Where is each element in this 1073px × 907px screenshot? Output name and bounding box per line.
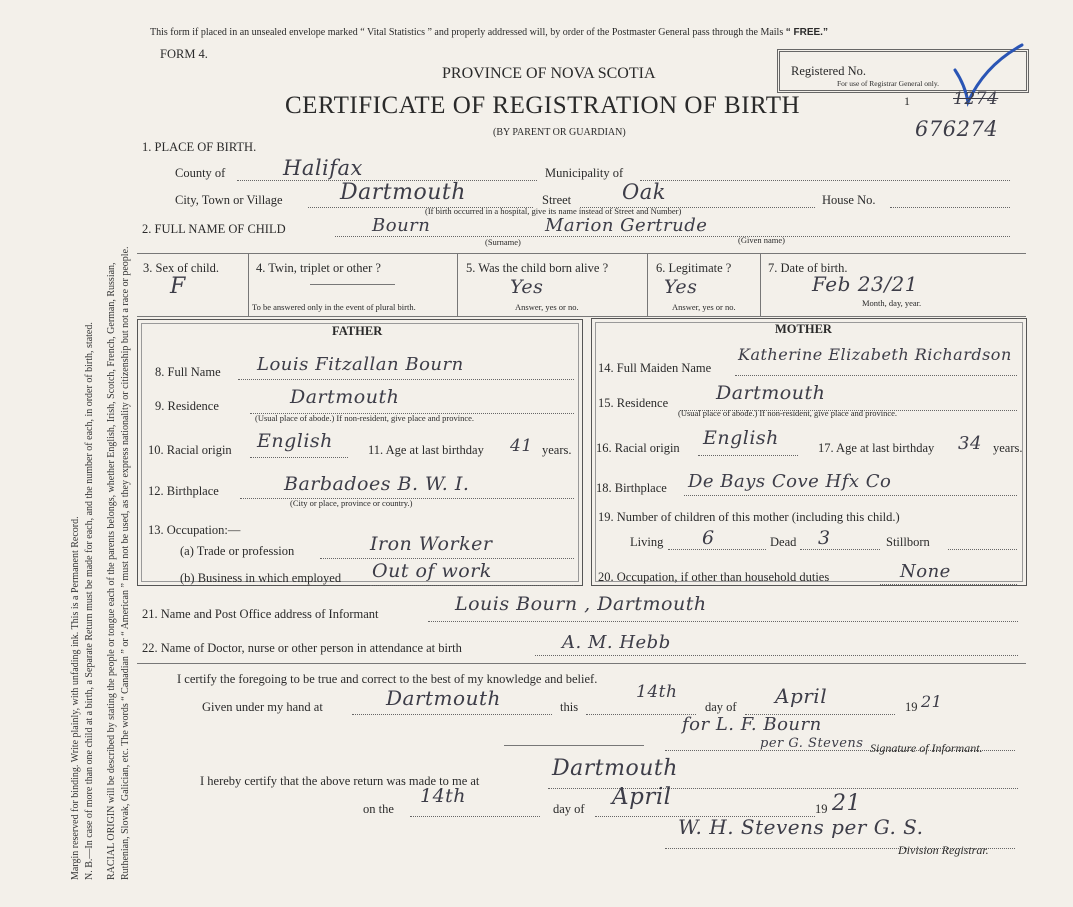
mother-heading: MOTHER <box>775 322 832 336</box>
mother-name-label: 14. Full Maiden Name <box>598 361 712 375</box>
father-birthplace-label: 12. Birthplace <box>148 484 219 498</box>
father-business-label: (b) Business in which employed <box>180 571 342 585</box>
father-age-label: 11. Age at last birthday <box>368 443 484 457</box>
doctor-label: 22. Name of Doctor, nurse or other person in attendance at birth <box>142 641 462 655</box>
child-given-name: Marion Gertrude <box>545 215 708 236</box>
twin-note: To be answered only in the event of plural birth. <box>252 302 416 312</box>
registrar-day-of-label: day of <box>553 802 585 816</box>
father-residence-note: (Usual place of abode.) If non-resident, give place and province. <box>255 413 475 423</box>
certify-text: I certify the foregoing to be true and correct to the best of my knowledge and belief. <box>177 672 598 686</box>
legit-value: Yes <box>664 276 698 298</box>
father-years-label: years. <box>542 443 572 457</box>
father-occupation-label: 13. Occupation:— <box>148 523 241 537</box>
mail-notice-text: This form if placed in an unsealed envelope marked <box>150 27 358 38</box>
registrar-year-value: 21 <box>832 791 861 816</box>
father-business-value: Out of work <box>372 560 492 582</box>
mail-notice <box>150 27 828 38</box>
father-residence-value: Dartmouth <box>290 386 400 408</box>
date-of-birth-label: 7. Date of birth. <box>768 261 848 275</box>
county-value: Halifax <box>283 156 363 180</box>
alive-note: Answer, yes or no. <box>515 302 579 312</box>
mail-notice-text-2: and properly addressed will, by order of the Postmaster General pass through the Mails <box>434 27 784 38</box>
father-trade-value: Iron Worker <box>370 533 493 555</box>
living-value: 6 <box>702 527 715 549</box>
father-trade-label: (a) Trade or profession <box>180 544 295 558</box>
mother-birthplace-label: 18. Birthplace <box>596 481 667 495</box>
given-place-value: Dartmouth <box>386 686 501 710</box>
reg-mark: 1 <box>904 94 910 108</box>
doctor-value: A. M. Hebb <box>562 632 671 653</box>
given-name-note: (Given name) <box>738 235 785 245</box>
stillborn-label: Stillborn <box>886 535 930 549</box>
twin-label: 4. Twin, triplet or other ? <box>256 261 381 275</box>
registrar-place-value: Dartmouth <box>552 756 678 781</box>
father-racial-value: English <box>257 430 333 452</box>
signature-of-informant-label: Signature of Informant. <box>870 741 983 755</box>
father-heading: FATHER <box>332 324 383 338</box>
city-label: City, Town or Village <box>175 193 283 207</box>
place-of-birth-heading: 1. PLACE OF BIRTH. <box>142 140 257 154</box>
province-heading: PROVINCE OF NOVA SCOTIA <box>442 65 656 82</box>
margin-note-multiple-births: N. B.—In case of more than one child at a birth, a Separate Return must be made for each, and the number of each, in order of birth, stated. <box>84 322 95 880</box>
registered-no-label: Registered No. <box>791 64 866 78</box>
informant-label: 21. Name and Post Office address of Informant <box>142 607 379 621</box>
registrar-month-value: April <box>612 784 672 810</box>
informant-signature-2: per G. Stevens <box>760 736 864 751</box>
father-racial-label: 10. Racial origin <box>148 443 232 457</box>
mother-racial-label: 16. Racial origin <box>596 441 680 455</box>
father-name-label: 8. Full Name <box>155 365 221 379</box>
hospital-note: (If birth occurred in a hospital, give its name instead of Street and Number) <box>425 206 682 216</box>
dead-label: Dead <box>770 535 797 549</box>
registered-no-note: For use of Registrar General only. <box>837 79 939 88</box>
father-age-value: 41 <box>510 436 533 456</box>
certify-year-value: 21 <box>921 692 943 711</box>
page-subtitle: (BY PARENT OR GUARDIAN) <box>493 127 626 138</box>
year-prefix: 19 <box>905 700 918 714</box>
given-under-label: Given under my hand at <box>202 700 323 714</box>
margin-note-racial-origin-2: Ruthenian, Slovak, Galician, etc. The words “ Canadian ” or “ American ” must not be used, as they express nationality or citizenship but not a race or people. <box>120 246 131 880</box>
form-number: FORM 4. <box>160 47 208 61</box>
reg-number-struck: 1274 <box>953 89 999 109</box>
alive-label: 5. Was the child born alive ? <box>466 261 609 275</box>
registrar-day-value: 14th <box>420 785 467 807</box>
mother-occupation-value: None <box>900 561 951 582</box>
child-name-label: 2. FULL NAME OF CHILD <box>142 222 286 236</box>
mother-racial-value: English <box>703 427 779 449</box>
mother-residence-note: (Usual place of abode.) If non-resident, give place and province. <box>678 408 898 418</box>
mother-occupation-label: 20. Occupation, if other than household duties <box>598 570 830 584</box>
mail-notice-vital: “ Vital Statistics ” <box>360 27 432 38</box>
surname-note: (Surname) <box>485 237 521 247</box>
division-registrar-label: Division Registrar. <box>898 843 989 857</box>
day-of-label: day of <box>705 700 737 714</box>
sex-label: 3. Sex of child. <box>143 261 220 275</box>
mother-residence-value: Dartmouth <box>716 382 826 404</box>
margin-note-binding: Margin reserved for binding. Write plainly, with unfading ink. This is a Permanent Record. <box>70 516 81 880</box>
this-label: this <box>560 700 579 714</box>
mail-notice-free: “ FREE.” <box>785 27 828 38</box>
legit-label: 6. Legitimate ? <box>656 261 732 275</box>
father-birthplace-note: (City or place, province or country.) <box>290 498 413 508</box>
informant-signature: for L. F. Bourn <box>682 714 822 735</box>
legit-note: Answer, yes or no. <box>672 302 736 312</box>
mother-age-value: 34 <box>958 433 982 454</box>
mother-name-value: Katherine Elizabeth Richardson <box>738 345 1012 364</box>
mother-children-label: 19. Number of children of this mother (including this child.) <box>598 510 900 524</box>
on-the-label: on the <box>363 802 394 816</box>
mother-residence-label: 15. Residence <box>598 396 669 410</box>
certify-month-value: April <box>775 684 828 708</box>
house-no-label: House No. <box>822 193 876 207</box>
street-value: Oak <box>622 180 666 204</box>
registrar-year-prefix: 19 <box>815 802 828 816</box>
page-title: CERTIFICATE OF REGISTRATION OF BIRTH <box>285 92 801 119</box>
mother-years-label: years. <box>993 441 1023 455</box>
street-label: Street <box>542 193 572 207</box>
living-label: Living <box>630 535 664 549</box>
mother-birthplace-value: De Bays Cove Hfx Co <box>688 471 892 492</box>
dead-value: 3 <box>818 527 831 549</box>
child-surname: Bourn <box>372 215 431 236</box>
county-label: County of <box>175 166 226 180</box>
father-residence-label: 9. Residence <box>155 399 219 413</box>
certify-day-value: 14th <box>636 682 678 702</box>
registrar-signature: W. H. Stevens per G. S. <box>678 815 924 839</box>
registrar-text: I hereby certify that the above return was made to me at <box>200 774 480 788</box>
date-note: Month, day, year. <box>862 298 922 308</box>
reg-number: 676274 <box>915 117 999 141</box>
municipality-label: Municipality of <box>545 166 624 180</box>
mother-age-label: 17. Age at last birthday <box>818 441 935 455</box>
father-name-value: Louis Fitzallan Bourn <box>257 354 464 375</box>
date-of-birth-value: Feb 23/21 <box>812 272 918 296</box>
margin-note-racial-origin: RACIAL ORIGIN will be described by stating the people or tongue each of the parents belongs, whether English, Irish, Scotch, French, German, Russian, <box>106 262 117 880</box>
alive-value: Yes <box>510 276 544 298</box>
informant-value: Louis Bourn , Dartmouth <box>455 593 707 615</box>
father-birthplace-value: Barbadoes B. W. I. <box>284 473 470 495</box>
sex-value: F <box>170 274 186 299</box>
city-value: Dartmouth <box>340 180 466 205</box>
